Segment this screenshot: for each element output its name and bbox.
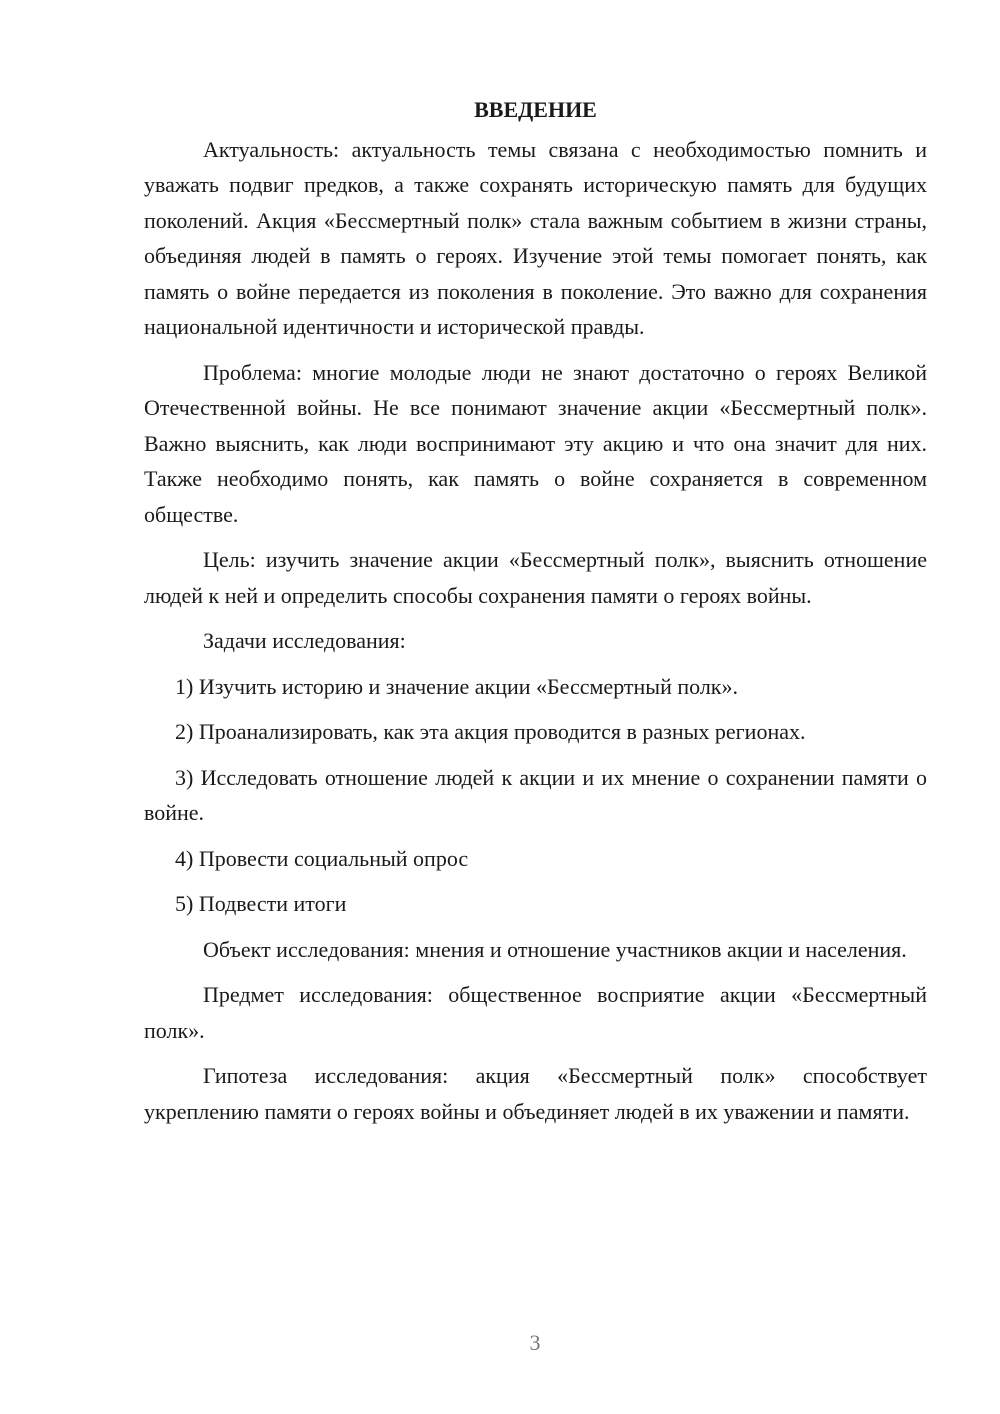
document-page bbox=[144, 92, 927, 1139]
page-number: 3 bbox=[529, 1330, 541, 1355]
task-item-5: 5) Подвести итоги bbox=[175, 891, 347, 916]
task-item-1: 1) Изучить историю и значение акции «Бессмертный полк». bbox=[175, 673, 738, 699]
paragraph-tasks-heading: Задачи исследования: bbox=[203, 628, 406, 653]
task-item-2: 2) Проанализировать, как эта акция проводится в разных регионах. bbox=[175, 719, 806, 744]
paragraph-relevance: Актуальность: актуальность темы связана с необходимостью помнить и уважать подвиг предков, а также сохранять историческую память для будущих поколений. Акция «Бессмертный полк» стала важным событием в жизни страны, объединяя людей в память о героях. Изучение этой темы помогает понять, как память о войне передается из поколения в поколение. Это важно для сохранения национальной идентичности и исторической правды. bbox=[144, 136, 927, 339]
paragraph-goal: Цель: изучить значение акции «Бессмертный полк», выяснить отношение людей к ней и определить способы сохранения памяти о героях войны. bbox=[144, 547, 927, 608]
paragraph-problem: Проблема: многие молодые люди не знают достаточно о героях Великой Отечественной войны. Не все понимают значение акции «Бессмертный полк». Важно выяснить, как люди воспринимают эту акцию и что она значит для них. Также необходимо понять, как память о войне сохраняется в современном обществе. bbox=[144, 359, 927, 527]
document-title: ВВЕДЕНИЕ bbox=[474, 97, 597, 122]
task-item-3: 3) Исследовать отношение людей к акции и их мнение о сохранении памяти о войне. bbox=[144, 764, 927, 825]
paragraph-hypothesis: Гипотеза исследования: акция «Бессмертный полк» способствует укреплению памяти о героях войны и объединяет людей в их уважении и памяти. bbox=[144, 1063, 927, 1124]
paragraph-object: Объект исследования: мнения и отношение участников акции и населения. bbox=[203, 936, 907, 962]
task-item-4: 4) Провести социальный опрос bbox=[175, 845, 469, 871]
paragraph-subject: Предмет исследования: общественное восприятие акции «Бессмертный полк». bbox=[144, 982, 927, 1043]
